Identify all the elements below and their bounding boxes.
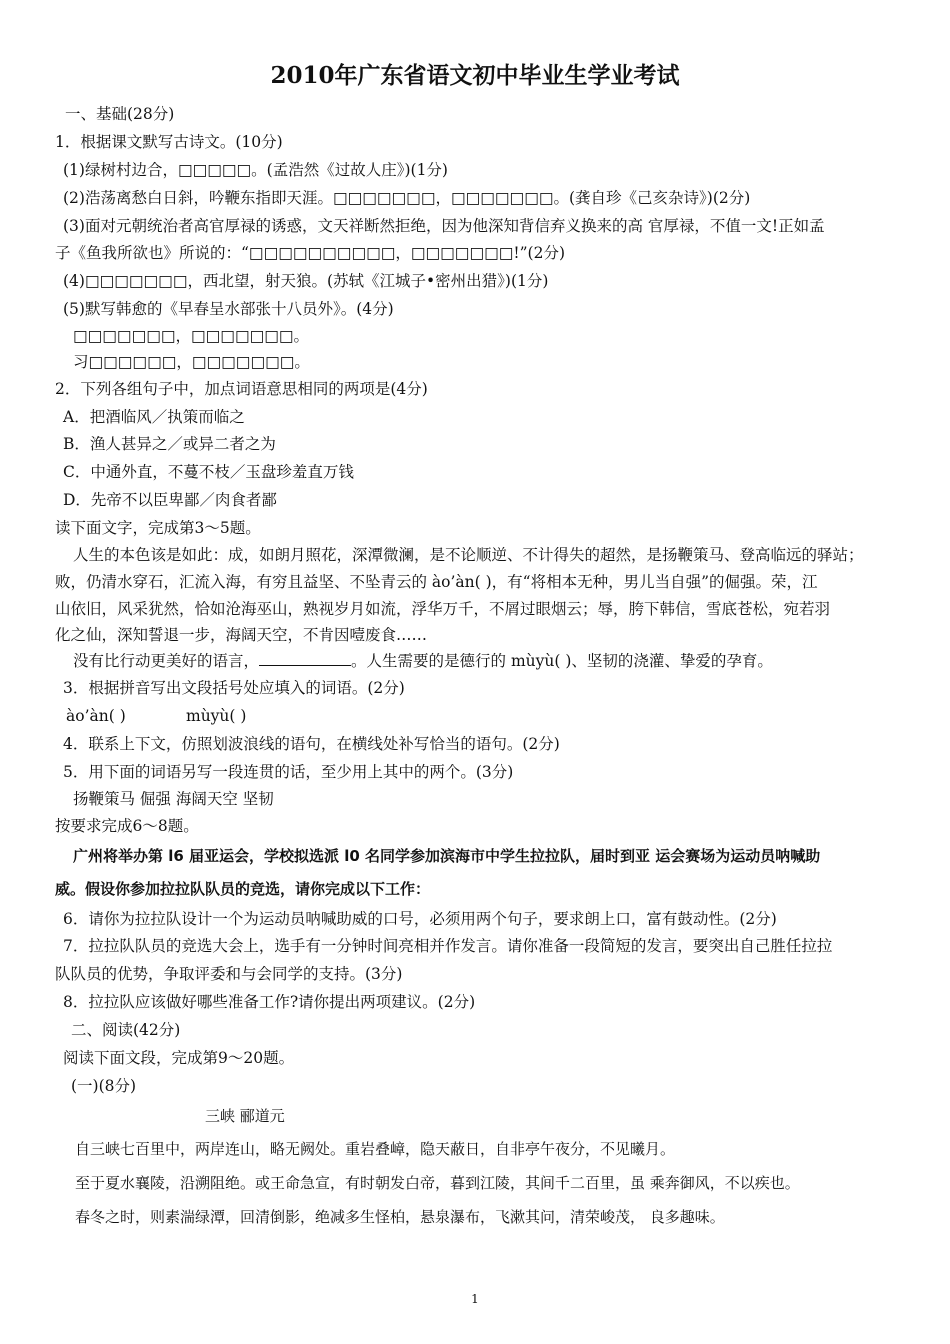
section-one-heading: 一、基础(28分) xyxy=(65,105,175,123)
sanxia-line-2: 至于夏水襄陵，沿溯阻绝。或王命急宣，有时朝发白帝，暮到江陵，其间千二百里，虽 乘奔御风，不以疾也。 xyxy=(75,1174,800,1192)
pinyin-aoan: ào’àn( ) xyxy=(66,707,126,725)
sanxia-line-3: 春冬之时，则素湍绿潭，回清倒影，绝减多生怪柏，悬泉瀑布，飞漱其问，清荣峻茂， 良多趣味。 xyxy=(75,1208,725,1226)
passage-line-2: 败，仍清水穿石，汇流入海，有穷且益坚、不坠青云的 ào’àn( )，有“将相本无种，男儿当自强”的倔强。荣，江 xyxy=(55,573,818,591)
question-1-item-4: (4)□□□□□□□，西北望，射天狼。(苏轼《江城子•密州出猎》)(1分) xyxy=(63,272,549,290)
question-4: 4．联系上下文，仿照划波浪线的语句，在横线处补写恰当的语句。(2分) xyxy=(63,735,560,753)
poem-blank-line-1: □□□□□□□，□□□□□□□。 xyxy=(73,327,310,345)
question-1-item-1: (1)绿树村边合，□□□□□。(孟浩然《过故人庄》)(1分) xyxy=(63,161,448,179)
pinyin-muyu: mùyù( ) xyxy=(186,707,247,725)
question-2-option-b: B．渔人甚异之／或异二者之为 xyxy=(63,435,276,453)
question-7-line-2: 队队员的优势，争取评委和与会同学的支持。(3分) xyxy=(55,965,403,983)
reading-instruction-3-5: 读下面文字，完成第3～5题。 xyxy=(55,519,261,537)
passage-line-4: 化之仙，深知誓退一步，海阔天空，不肯因噎废食…… xyxy=(55,626,428,644)
question-5: 5．用下面的词语另写一段连贯的话，至少用上其中的两个。(3分) xyxy=(63,763,514,781)
cheer-squad-intro-line-1: 广州将举办第 l6 届亚运会，学校拟选派 l0 名同学参加滨海市中学生拉拉队，届时到亚 运会赛场为运动员呐喊助 xyxy=(73,847,821,865)
question-2-option-a: A．把酒临风／执策而临之 xyxy=(63,408,245,426)
text-title-sanxia: 三峡 郦道元 xyxy=(205,1107,285,1125)
section-two-heading: 二、阅读(42分) xyxy=(71,1021,181,1039)
question-5-words: 扬鞭策马 倔强 海阔天空 坚韧 xyxy=(73,790,274,808)
poem-blank-line-2: 习□□□□□□，□□□□□□□。 xyxy=(73,353,310,371)
passage-line-5-start: 没有比行动更美好的语言， xyxy=(73,652,260,670)
question-7-line-1: 7．拉拉队队员的竞选大会上，选手有一分钟时间亮相并作发言。请你准备一段简短的发言，要突出自己胜任拉拉 xyxy=(63,937,833,955)
question-1-item-5: (5)默写韩愈的《早春呈水部张十八员外》。(4分) xyxy=(63,300,394,318)
question-8: 8．拉拉队应该做好哪些准备工作?请你提出两项建议。(2分) xyxy=(63,993,476,1011)
question-1-item-2: (2)浩荡离愁白日斜，吟鞭东指即天涯。□□□□□□□，□□□□□□□。(龚自珍《己亥杂诗》)(2分) xyxy=(63,189,751,207)
sanxia-line-1: 自三峡七百里中，两岸连山，略无阙处。重岩叠嶂，隐天蔽日，自非亭午夜分，不见曦月。 xyxy=(75,1140,676,1158)
exam-title: 2010年广东省语文初中毕业生学业考试 xyxy=(270,62,680,89)
question-1: 1．根据课文默写古诗文。(10分) xyxy=(55,133,283,151)
cheer-squad-intro-line-2: 威。假设你参加拉拉队队员的竞选，请你完成以下工作： xyxy=(55,880,431,898)
question-2-option-d: D．先帝不以臣卑鄙／肉食者鄙 xyxy=(63,491,277,509)
part-one-heading: (一)(8分) xyxy=(71,1077,137,1095)
question-2-option-c: C．中通外直，不蔓不枝／玉盘珍羞直万钱 xyxy=(63,463,354,481)
question-2: 2．下列各组句子中，加点词语意思相同的两项是(4分) xyxy=(55,380,428,398)
passage-line-5 xyxy=(73,650,773,671)
page-number: 1 xyxy=(471,1292,479,1306)
passage-line-1: 人生的本色该是如此：成，如朗月照花，深潭微澜，是不论顺逆、不计得失的超然，是扬鞭策马、登高临远的驿站； xyxy=(73,546,864,564)
passage-line-5-end: 。人生需要的是德行的 mùyù( )、坚韧的浇灌、挚爱的孕育。 xyxy=(351,652,773,670)
passage-line-3: 山依旧，风采犹然，恰如沧海巫山，熟视岁月如流，浮华万千，不屑过眼烟云；辱，胯下韩信，雪底苍松，宛若羽 xyxy=(55,600,831,618)
reading-instruction-9-20: 阅读下面文段，完成第9～20题。 xyxy=(63,1049,295,1067)
instruction-6-8: 按要求完成6～8题。 xyxy=(55,817,199,835)
question-6: 6．请你为拉拉队设计一个为运动员呐喊助威的口号，必须用两个句子，要求朗上口，富有鼓动性。(2分) xyxy=(63,910,777,928)
question-1-item-3-line-1: (3)面对元朝统治者高官厚禄的诱惑，文天祥断然拒绝，因为他深知背信弃义换来的高 官厚禄，不值一文!正如孟 xyxy=(63,217,825,235)
question-3: 3．根据拼音写出文段括号处应填入的词语。(2分) xyxy=(63,679,405,697)
question-1-item-3-line-2: 子《鱼我所欲也》所说的：“□□□□□□□□□□，□□□□□□□!”(2分) xyxy=(55,244,565,262)
answer-blank xyxy=(259,650,351,666)
